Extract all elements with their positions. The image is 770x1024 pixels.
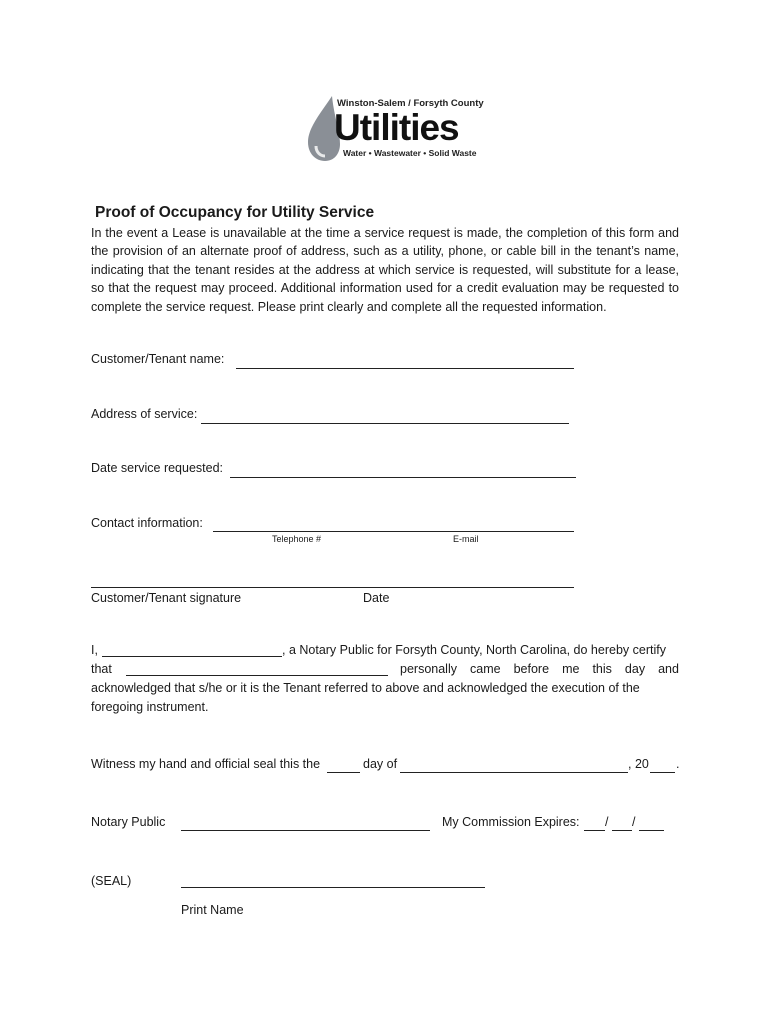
page-title: Proof of Occupancy for Utility Service [95,204,375,221]
notary-paragraph [91,641,679,717]
intro-paragraph: In the event a Lease is unavailable at the time a service request is made, the completion of this form and the provision of an alternate proof of address, such as a utility, phone, or cable bill in the tenant’s name, indicating that the tenant resides at the address at which service is requested, will substitute for a lease, so that the request may proceed. Additional information used for a credit evaluation may be requested to complete the service request. Please print clearly and complete all the requested information. [91,226,679,314]
contact-label: Contact information: [91,516,203,530]
customer-name-label: Customer/Tenant name: [91,352,225,366]
witness-text-4: . [676,757,680,771]
notary-i: I, [91,643,98,657]
notary-line-2-words [400,660,679,679]
notary-line-2 [91,660,679,679]
word: came [470,662,501,676]
notary-line-3 [91,679,679,698]
word: me [562,662,580,676]
contact-field[interactable] [213,531,574,532]
slash-1: / [605,815,609,829]
utilities-logo [306,94,484,164]
notary-line-3-text: acknowledged that s/he or it is the Tenant referred to above and acknowledged the execution of the [91,681,640,695]
logo-county-text: Winston-Salem / Forsyth County [337,98,484,109]
notary-line-4-text: foregoing instrument. [91,700,209,714]
signature-field[interactable] [91,587,574,588]
witness-month-field[interactable] [400,772,628,773]
date-requested-field[interactable] [230,477,576,478]
print-name-field[interactable] [181,887,485,888]
commission-day-field[interactable] [612,830,632,831]
slash-2: / [632,815,636,829]
customer-name-field[interactable] [236,368,574,369]
telephone-label: Telephone # [272,534,322,544]
witness-text-2: day of [363,757,398,771]
address-field[interactable] [201,423,569,424]
notary-line-4 [91,698,679,717]
word: personally [400,662,457,676]
seal-label: (SEAL) [91,874,132,888]
print-name-label: Print Name [181,903,244,917]
notary-name-field[interactable] [102,656,282,657]
word: day [624,662,646,676]
notary-clause: , a Notary Public for Forsyth County, North Carolina, do hereby certify [282,643,666,657]
witness-day-field[interactable] [327,772,360,773]
signature-date-label: Date [363,591,390,605]
notary-public-label: Notary Public [91,815,166,829]
witness-year-field[interactable] [650,772,675,773]
signature-label: Customer/Tenant signature [91,591,242,605]
notary-person-field[interactable] [126,675,388,676]
word: and [658,662,679,676]
logo-services-text: Water • Wastewater • Solid Waste [343,148,477,158]
notary-line-1 [91,641,679,660]
notary-that: that [91,662,112,676]
word: before [513,662,550,676]
address-label: Address of service: [91,407,198,421]
logo-title: Utilities [334,107,459,148]
word: this [592,662,612,676]
witness-text-3: , 20 [628,757,649,771]
notary-public-signature-field[interactable] [181,830,430,831]
commission-label: My Commission Expires: [442,815,580,829]
commission-year-field[interactable] [639,830,664,831]
commission-month-field[interactable] [584,830,605,831]
date-requested-label: Date service requested: [91,461,224,475]
witness-text-1: Witness my hand and official seal this the [91,757,321,771]
email-label: E-mail [453,534,479,544]
